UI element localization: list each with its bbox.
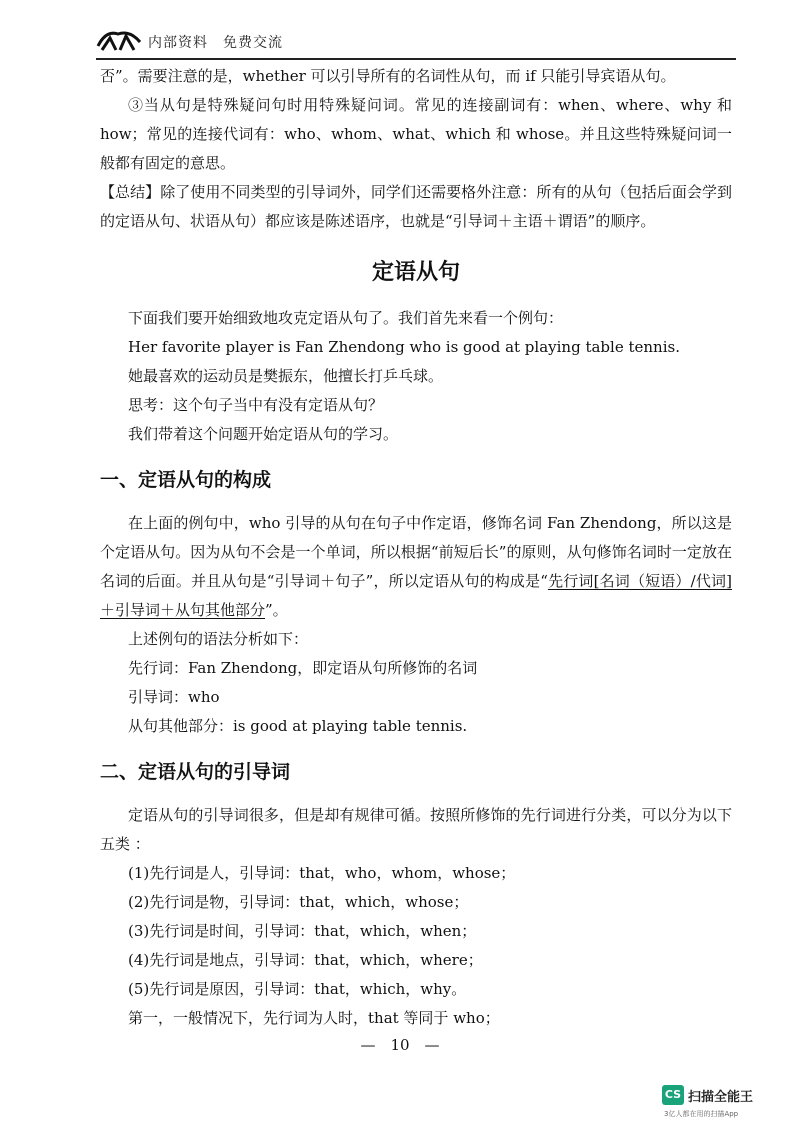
- watermark-name: 扫描全能王: [688, 1090, 754, 1105]
- camscanner-logo-icon: CS: [662, 1085, 684, 1105]
- header-text: 内部资料 免费交流: [148, 35, 283, 51]
- list-item: (3)先行词是时间，引导词：that，which，when；: [128, 922, 477, 940]
- section-heading-1: 一、定语从句的构成: [100, 469, 272, 491]
- text-run: ”。: [265, 601, 288, 619]
- list-item: (2)先行词是物，引导词：that，which，whose；: [128, 893, 469, 911]
- header-rule: [96, 58, 736, 60]
- analysis-line: 先行词：Fan Zhendong，即定语从句所修饰的名词: [128, 659, 478, 677]
- intro-line: 我们带着这个问题开始定语从句的学习。: [128, 425, 399, 443]
- scanner-watermark: [662, 1085, 782, 1125]
- analysis-line: 从句其他部分：is good at playing table tennis.: [128, 717, 468, 735]
- analysis-line: 引导词：who: [128, 688, 220, 706]
- analysis-line: 上述例句的语法分析如下：: [128, 630, 309, 648]
- section-heading-2: 二、定语从句的引导词: [100, 761, 291, 783]
- page-header: [96, 28, 736, 58]
- publisher-logo-icon: [96, 28, 142, 52]
- list-item: (1)先行词是人，引导词：that，who，whom，whose；: [128, 864, 516, 882]
- watermark-subtitle: 3亿人都在用的扫描App: [664, 1110, 739, 1118]
- example-sentence: Her favorite player is Fan Zhendong who is good at playing table tennis.: [128, 338, 680, 356]
- underlined-structure: 先行词[名词（短语）/代词]＋引导词＋从句其他部分: [100, 572, 732, 619]
- example-translation: 她最喜欢的运动员是樊振东，他擅长打乒乓球。: [128, 367, 444, 385]
- summary-paragraph: 【总结】除了使用不同类型的引导词外，同学们还需要格外注意：所有的从句（包括后面会学到的定语从句、状语从句）都应该是陈述语序，也就是“引导词＋主语＋谓语”的顺序。: [100, 183, 732, 230]
- paragraph: 否”。需要注意的是，whether 可以引导所有的名词性从句，而 if 只能引导宾语从句。: [100, 67, 676, 85]
- paragraph: ③当从句是特殊疑问句时用特殊疑问词。常见的连接副词有：when、where、why 和 how；常见的连接代词有：who、whom、what、which 和 whose。并且这些特殊疑问词一般都有固定的意思。: [100, 96, 732, 172]
- paragraph: [100, 509, 732, 625]
- intro-line: 下面我们要开始细致地攻克定语从句了。我们首先来看一个例句：: [128, 309, 564, 327]
- paragraph: 定语从句的引导词很多，但是却有规律可循。按照所修饰的先行词进行分类，可以分为以下五类 ：: [100, 806, 732, 853]
- section-title: 定语从句: [371, 260, 460, 285]
- list-item: (5)先行词是原因，引导词：that，which，why。: [128, 980, 467, 998]
- page-content: [100, 62, 732, 1033]
- list-item: (4)先行词是地点，引导词：that，which，where；: [128, 951, 483, 969]
- text-run: 在上面的例句中，who 引导的从句在句子中作定语，修饰名词 Fan Zhendong，所以这是个定语从句。因为从句不会是一个单词，所以根据“前短后长”的原则，从句修饰名词时一定放在名词的后面。并且从句是“引导词＋句子”，所以定语从句的构成是“: [100, 514, 732, 590]
- intro-line: 思考：这个句子当中有没有定语从句？: [128, 396, 384, 414]
- page-number: — 10 —: [360, 1036, 440, 1054]
- list-item: 第一，一般情况下，先行词为人时，that 等同于 who；: [128, 1009, 500, 1027]
